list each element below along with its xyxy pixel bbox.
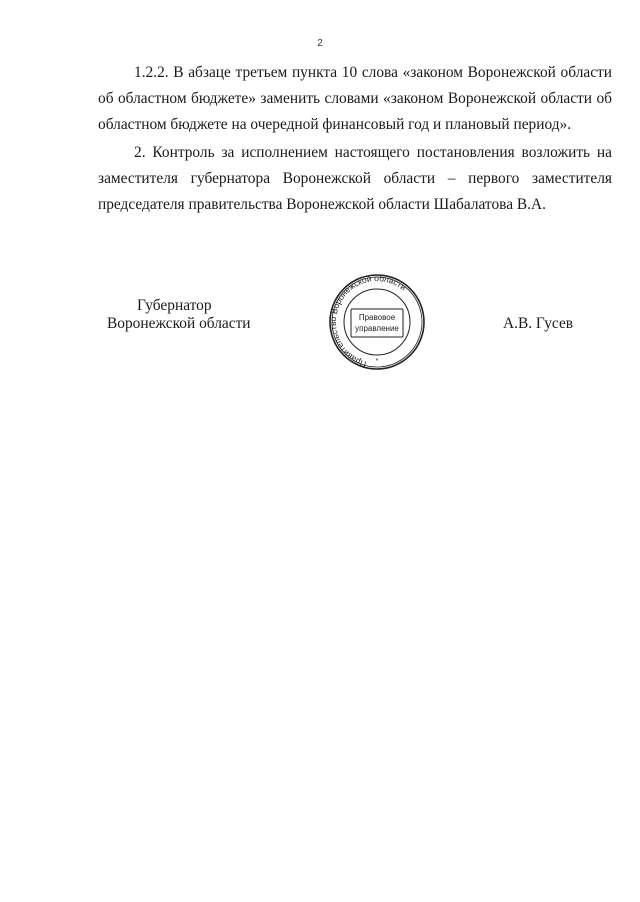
paragraph-control [98,140,612,218]
page-number: 2 [317,38,323,49]
signatory-title: Губернатор [137,297,212,314]
official-stamp [322,272,432,372]
stamp-star: * [375,358,379,365]
signatory-region: Воронежской области [107,315,251,332]
paragraph-line: председателя правительства Воронежской области Шабалатова В.А. [98,196,546,213]
paragraph-line: 2. Контроль за исполнением настоящего постановления возложить на [134,144,612,161]
stamp-ring-text: Правительство Воронежской области [327,272,409,370]
paragraph-amendment [98,60,612,138]
paragraph-line: областном бюджете на очередной финансовый год и плановый период». [98,116,572,133]
signatory-name: А.В. Гусев [503,315,574,332]
paragraph-line: об областном бюджете» заменить словами «законом Воронежской области об [98,90,612,107]
paragraph-line: 1.2.2. В абзаце третьем пункта 10 слова «законом Воронежской области [134,64,612,81]
paragraph-line: заместителя губернатора Воронежской области – первого заместителя [98,170,612,187]
stamp-center-line2: управление [355,324,399,333]
stamp-center-line1: Правовое [358,313,396,322]
